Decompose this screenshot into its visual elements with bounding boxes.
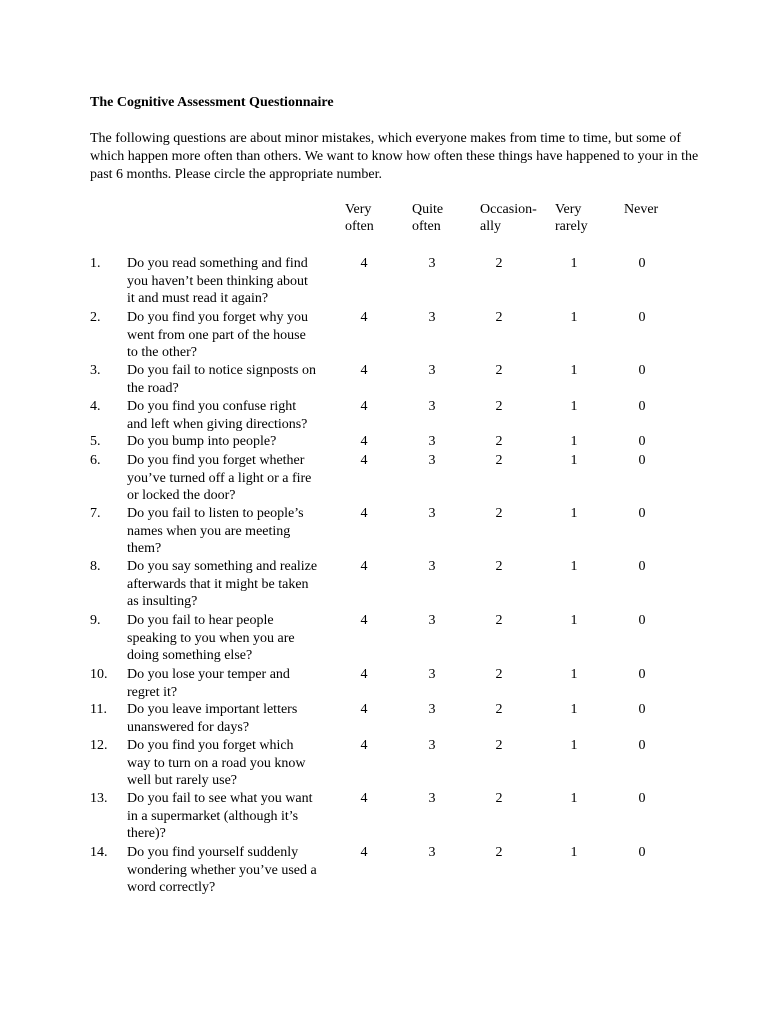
score-quite-often[interactable]: 3 xyxy=(428,791,436,806)
score-never[interactable]: 0 xyxy=(638,613,646,628)
score-never[interactable]: 0 xyxy=(638,667,646,682)
score-occasionally[interactable]: 2 xyxy=(495,613,503,628)
question-text: Do you find you confuse right and left when giving directions? xyxy=(127,399,308,432)
document-title: The Cognitive Assessment Questionnaire xyxy=(90,95,334,110)
score-very-rarely[interactable]: 1 xyxy=(570,434,578,449)
score-occasionally[interactable]: 2 xyxy=(495,434,503,449)
score-occasionally[interactable]: 2 xyxy=(495,399,503,414)
score-quite-often[interactable]: 3 xyxy=(428,845,436,860)
score-quite-often[interactable]: 3 xyxy=(428,310,436,325)
score-never[interactable]: 0 xyxy=(638,738,646,753)
score-very-often[interactable]: 4 xyxy=(360,845,368,860)
score-occasionally[interactable]: 2 xyxy=(495,506,503,521)
score-quite-often[interactable]: 3 xyxy=(428,256,436,271)
score-very-often[interactable]: 4 xyxy=(360,399,368,414)
score-very-rarely[interactable]: 1 xyxy=(570,791,578,806)
score-never[interactable]: 0 xyxy=(638,559,646,574)
score-very-often[interactable]: 4 xyxy=(360,310,368,325)
score-quite-often[interactable]: 3 xyxy=(428,506,436,521)
question-number: 4. xyxy=(90,399,101,414)
score-never[interactable]: 0 xyxy=(638,434,646,449)
score-never[interactable]: 0 xyxy=(638,506,646,521)
score-occasionally[interactable]: 2 xyxy=(495,667,503,682)
score-quite-often[interactable]: 3 xyxy=(428,702,436,717)
score-very-rarely[interactable]: 1 xyxy=(570,453,578,468)
question-text: Do you fail to see what you want in a supermarket (although it’s there)? xyxy=(127,791,313,841)
score-never[interactable]: 0 xyxy=(638,845,646,860)
score-occasionally[interactable]: 2 xyxy=(495,845,503,860)
column-header-never: Never xyxy=(624,202,659,217)
score-never[interactable]: 0 xyxy=(638,399,646,414)
score-very-often[interactable]: 4 xyxy=(360,506,368,521)
question-text: Do you read something and find you haven’t been thinking about it and must read it again? xyxy=(127,256,308,306)
question-text: Do you find you forget why you went from one part of the house to the other? xyxy=(127,310,308,360)
question-text: Do you say something and realize afterwards that it might be taken as insulting? xyxy=(127,559,318,609)
question-number: 8. xyxy=(90,559,101,574)
score-quite-often[interactable]: 3 xyxy=(428,399,436,414)
question-number: 6. xyxy=(90,453,101,468)
score-very-rarely[interactable]: 1 xyxy=(570,845,578,860)
column-header-very-rarely: Very rarely xyxy=(555,202,588,234)
score-quite-often[interactable]: 3 xyxy=(428,363,436,378)
question-text: Do you bump into people? xyxy=(127,434,277,449)
score-very-often[interactable]: 4 xyxy=(360,791,368,806)
score-very-rarely[interactable]: 1 xyxy=(570,506,578,521)
score-very-rarely[interactable]: 1 xyxy=(570,667,578,682)
score-very-often[interactable]: 4 xyxy=(360,434,368,449)
score-never[interactable]: 0 xyxy=(638,363,646,378)
score-quite-often[interactable]: 3 xyxy=(428,453,436,468)
column-header-occasionally: Occasion- ally xyxy=(480,202,537,234)
question-number: 12. xyxy=(90,738,108,753)
question-number: 10. xyxy=(90,667,108,682)
question-text: Do you leave important letters unanswered for days? xyxy=(127,702,298,735)
score-occasionally[interactable]: 2 xyxy=(495,363,503,378)
question-text: Do you fail to notice signposts on the road? xyxy=(127,363,316,396)
score-very-rarely[interactable]: 1 xyxy=(570,613,578,628)
score-never[interactable]: 0 xyxy=(638,453,646,468)
question-number: 7. xyxy=(90,506,101,521)
score-very-rarely[interactable]: 1 xyxy=(570,363,578,378)
score-very-often[interactable]: 4 xyxy=(360,702,368,717)
question-number: 9. xyxy=(90,613,101,628)
score-never[interactable]: 0 xyxy=(638,256,646,271)
score-very-rarely[interactable]: 1 xyxy=(570,738,578,753)
score-very-rarely[interactable]: 1 xyxy=(570,256,578,271)
question-text: Do you find yourself suddenly wondering whether you’ve used a word correctly? xyxy=(127,845,317,895)
score-occasionally[interactable]: 2 xyxy=(495,453,503,468)
score-very-rarely[interactable]: 1 xyxy=(570,310,578,325)
score-very-often[interactable]: 4 xyxy=(360,453,368,468)
score-quite-often[interactable]: 3 xyxy=(428,434,436,449)
score-occasionally[interactable]: 2 xyxy=(495,559,503,574)
question-number: 3. xyxy=(90,363,101,378)
score-occasionally[interactable]: 2 xyxy=(495,256,503,271)
question-text: Do you fail to hear people speaking to you when you are doing something else? xyxy=(127,613,295,663)
score-very-rarely[interactable]: 1 xyxy=(570,399,578,414)
question-text: Do you lose your temper and regret it? xyxy=(127,667,290,700)
score-occasionally[interactable]: 2 xyxy=(495,310,503,325)
score-occasionally[interactable]: 2 xyxy=(495,791,503,806)
score-very-often[interactable]: 4 xyxy=(360,667,368,682)
score-never[interactable]: 0 xyxy=(638,310,646,325)
score-very-often[interactable]: 4 xyxy=(360,613,368,628)
question-number: 5. xyxy=(90,434,101,449)
question-number: 14. xyxy=(90,845,108,860)
question-number: 13. xyxy=(90,791,108,806)
score-very-often[interactable]: 4 xyxy=(360,256,368,271)
question-text: Do you fail to listen to people’s names when you are meeting them? xyxy=(127,506,304,556)
score-never[interactable]: 0 xyxy=(638,791,646,806)
score-occasionally[interactable]: 2 xyxy=(495,702,503,717)
score-occasionally[interactable]: 2 xyxy=(495,738,503,753)
score-very-rarely[interactable]: 1 xyxy=(570,559,578,574)
score-very-often[interactable]: 4 xyxy=(360,363,368,378)
score-very-often[interactable]: 4 xyxy=(360,559,368,574)
question-number: 2. xyxy=(90,310,101,325)
intro-paragraph: The following questions are about minor mistakes, which everyone makes from time to time, but some of which happen more often than others. We want to know how often these things have happened to your in the past 6 months. Please circle the appropriate number. xyxy=(90,131,699,182)
column-header-quite-often: Quite often xyxy=(412,202,444,234)
question-number: 1. xyxy=(90,256,101,271)
score-quite-often[interactable]: 3 xyxy=(428,613,436,628)
score-quite-often[interactable]: 3 xyxy=(428,559,436,574)
score-never[interactable]: 0 xyxy=(638,702,646,717)
score-very-often[interactable]: 4 xyxy=(360,738,368,753)
score-quite-often[interactable]: 3 xyxy=(428,738,436,753)
question-number: 11. xyxy=(90,702,107,717)
score-very-rarely[interactable]: 1 xyxy=(570,702,578,717)
column-header-very-often: Very often xyxy=(345,202,374,234)
question-text: Do you find you forget whether you’ve turned off a light or a fire or locked the door? xyxy=(127,453,312,503)
score-quite-often[interactable]: 3 xyxy=(428,667,436,682)
question-text: Do you find you forget which way to turn on a road you know well but rarely use? xyxy=(127,738,306,788)
